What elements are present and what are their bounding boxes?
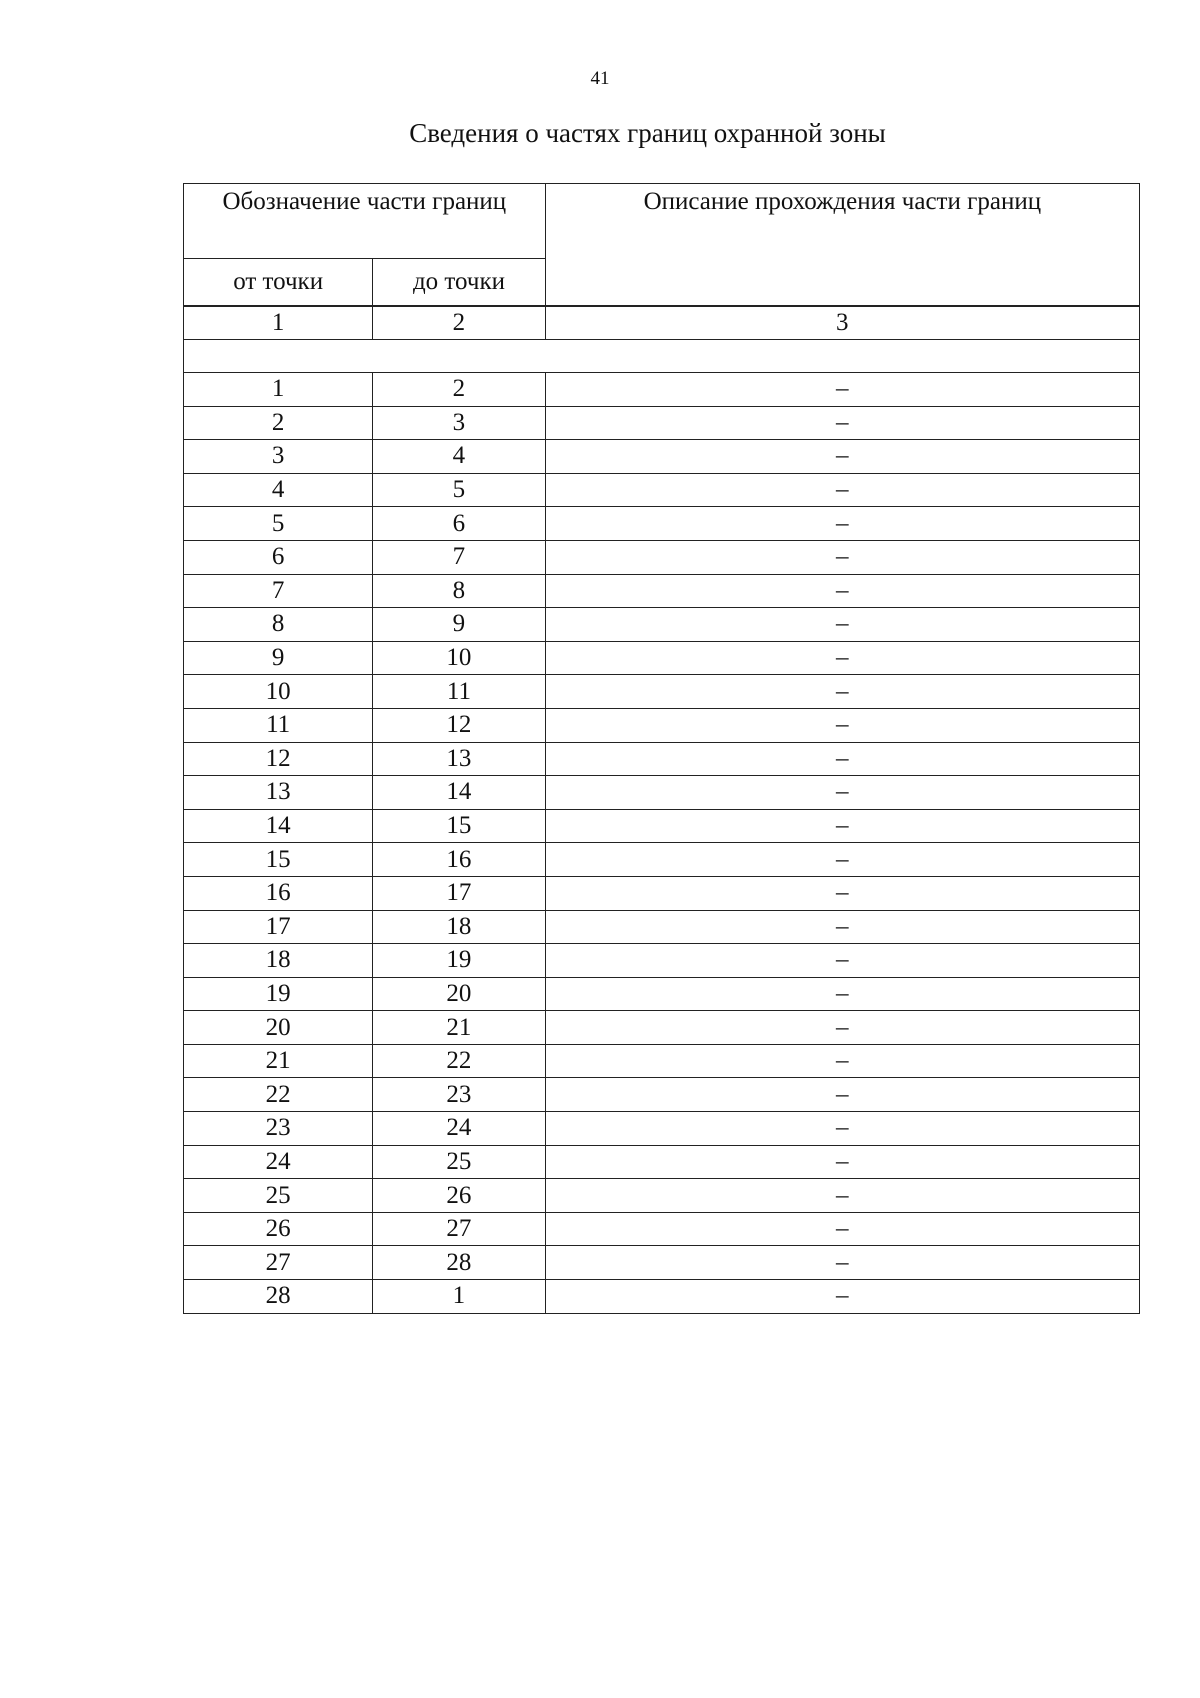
- description-cell: –: [545, 977, 1139, 1011]
- from-point-cell: 28: [184, 1280, 373, 1314]
- table-row: [184, 742, 1140, 776]
- to-point-cell: 28: [373, 1246, 545, 1280]
- description-cell: –: [545, 1212, 1139, 1246]
- description-cell: –: [545, 742, 1139, 776]
- to-point-cell: 27: [373, 1212, 545, 1246]
- to-point-cell: 18: [373, 910, 545, 944]
- header-designation: Обозначение части границ: [184, 184, 546, 259]
- description-cell: –: [545, 507, 1139, 541]
- table-row: [184, 1112, 1140, 1146]
- column-number: 2: [373, 307, 545, 340]
- from-point-cell: 15: [184, 843, 373, 877]
- description-cell: –: [545, 1179, 1139, 1213]
- table-row: [184, 406, 1140, 440]
- from-point-cell: 20: [184, 1011, 373, 1045]
- description-cell: –: [545, 574, 1139, 608]
- description-cell: –: [545, 608, 1139, 642]
- header-table: [183, 183, 1140, 306]
- description-cell: –: [545, 809, 1139, 843]
- table-row: [184, 843, 1140, 877]
- from-point-cell: 22: [184, 1078, 373, 1112]
- table-row: [184, 608, 1140, 642]
- to-point-cell: 6: [373, 507, 545, 541]
- description-cell: –: [545, 540, 1139, 574]
- to-point-cell: 22: [373, 1044, 545, 1078]
- description-cell: –: [545, 641, 1139, 675]
- from-point-cell: 17: [184, 910, 373, 944]
- table-row: [184, 1246, 1140, 1280]
- table-row: [184, 776, 1140, 810]
- table-row: [184, 708, 1140, 742]
- boundary-parts-table: [183, 306, 1140, 1314]
- from-point-cell: 7: [184, 574, 373, 608]
- to-point-cell: 13: [373, 742, 545, 776]
- from-point-cell: 24: [184, 1145, 373, 1179]
- description-cell: –: [545, 1078, 1139, 1112]
- to-point-cell: 7: [373, 540, 545, 574]
- from-point-cell: 10: [184, 675, 373, 709]
- to-point-cell: 26: [373, 1179, 545, 1213]
- description-cell: –: [545, 776, 1139, 810]
- header-to-point: до точки: [373, 259, 545, 306]
- table-row: [184, 876, 1140, 910]
- column-number: 3: [545, 307, 1139, 340]
- table-row: [184, 641, 1140, 675]
- to-point-cell: 21: [373, 1011, 545, 1045]
- description-cell: –: [545, 1246, 1139, 1280]
- description-cell: –: [545, 708, 1139, 742]
- to-point-cell: 1: [373, 1280, 545, 1314]
- to-point-cell: 11: [373, 675, 545, 709]
- to-point-cell: 2: [373, 373, 545, 407]
- table-row: [184, 1179, 1140, 1213]
- to-point-cell: 20: [373, 977, 545, 1011]
- from-point-cell: 23: [184, 1112, 373, 1146]
- to-point-cell: 12: [373, 708, 545, 742]
- description-cell: –: [545, 1011, 1139, 1045]
- description-cell: –: [545, 675, 1139, 709]
- table-row: [184, 977, 1140, 1011]
- description-cell: –: [545, 440, 1139, 474]
- to-point-cell: 23: [373, 1078, 545, 1112]
- to-point-cell: 9: [373, 608, 545, 642]
- description-cell: –: [545, 876, 1139, 910]
- table-row: [184, 1011, 1140, 1045]
- document-title: Сведения о частях границ охранной зоны: [409, 118, 886, 148]
- table-row: [184, 1044, 1140, 1078]
- to-point-cell: 25: [373, 1145, 545, 1179]
- table-row: [184, 1145, 1140, 1179]
- description-cell: –: [545, 406, 1139, 440]
- from-point-cell: 18: [184, 944, 373, 978]
- description-cell: –: [545, 843, 1139, 877]
- to-point-cell: 5: [373, 473, 545, 507]
- to-point-cell: 10: [373, 641, 545, 675]
- from-point-cell: 2: [184, 406, 373, 440]
- table-row: [184, 910, 1140, 944]
- from-point-cell: 8: [184, 608, 373, 642]
- column-number: 1: [184, 307, 373, 340]
- table-row: [184, 473, 1140, 507]
- from-point-cell: 3: [184, 440, 373, 474]
- table-row: [184, 1078, 1140, 1112]
- blank-cell: [184, 340, 1140, 373]
- description-cell: –: [545, 910, 1139, 944]
- description-cell: –: [545, 1145, 1139, 1179]
- from-point-cell: 26: [184, 1212, 373, 1246]
- table-row: [184, 507, 1140, 541]
- to-point-cell: 14: [373, 776, 545, 810]
- from-point-cell: 4: [184, 473, 373, 507]
- from-point-cell: 21: [184, 1044, 373, 1078]
- page-number: 41: [590, 68, 610, 89]
- from-point-cell: 11: [184, 708, 373, 742]
- description-cell: –: [545, 1112, 1139, 1146]
- from-point-cell: 27: [184, 1246, 373, 1280]
- description-cell: –: [545, 1280, 1139, 1314]
- blank-row: [184, 340, 1140, 373]
- table-row: [184, 1212, 1140, 1246]
- from-point-cell: 13: [184, 776, 373, 810]
- table-row: [184, 574, 1140, 608]
- description-cell: –: [545, 373, 1139, 407]
- from-point-cell: 9: [184, 641, 373, 675]
- from-point-cell: 5: [184, 507, 373, 541]
- to-point-cell: 17: [373, 876, 545, 910]
- to-point-cell: 24: [373, 1112, 545, 1146]
- from-point-cell: 14: [184, 809, 373, 843]
- from-point-cell: 1: [184, 373, 373, 407]
- table-row: [184, 440, 1140, 474]
- table-row: [184, 675, 1140, 709]
- from-point-cell: 16: [184, 876, 373, 910]
- from-point-cell: 19: [184, 977, 373, 1011]
- table-row: [184, 1280, 1140, 1314]
- description-cell: –: [545, 944, 1139, 978]
- description-cell: –: [545, 473, 1139, 507]
- table-row: [184, 540, 1140, 574]
- to-point-cell: 8: [373, 574, 545, 608]
- to-point-cell: 19: [373, 944, 545, 978]
- table-row: [184, 944, 1140, 978]
- to-point-cell: 3: [373, 406, 545, 440]
- column-number-row: [184, 307, 1140, 340]
- header-description: Описание прохождения части границ: [545, 184, 1139, 306]
- table-row: [184, 809, 1140, 843]
- from-point-cell: 12: [184, 742, 373, 776]
- description-cell: –: [545, 1044, 1139, 1078]
- header-from-point: от точки: [184, 259, 373, 306]
- to-point-cell: 16: [373, 843, 545, 877]
- table-row: [184, 373, 1140, 407]
- from-point-cell: 6: [184, 540, 373, 574]
- to-point-cell: 4: [373, 440, 545, 474]
- to-point-cell: 15: [373, 809, 545, 843]
- from-point-cell: 25: [184, 1179, 373, 1213]
